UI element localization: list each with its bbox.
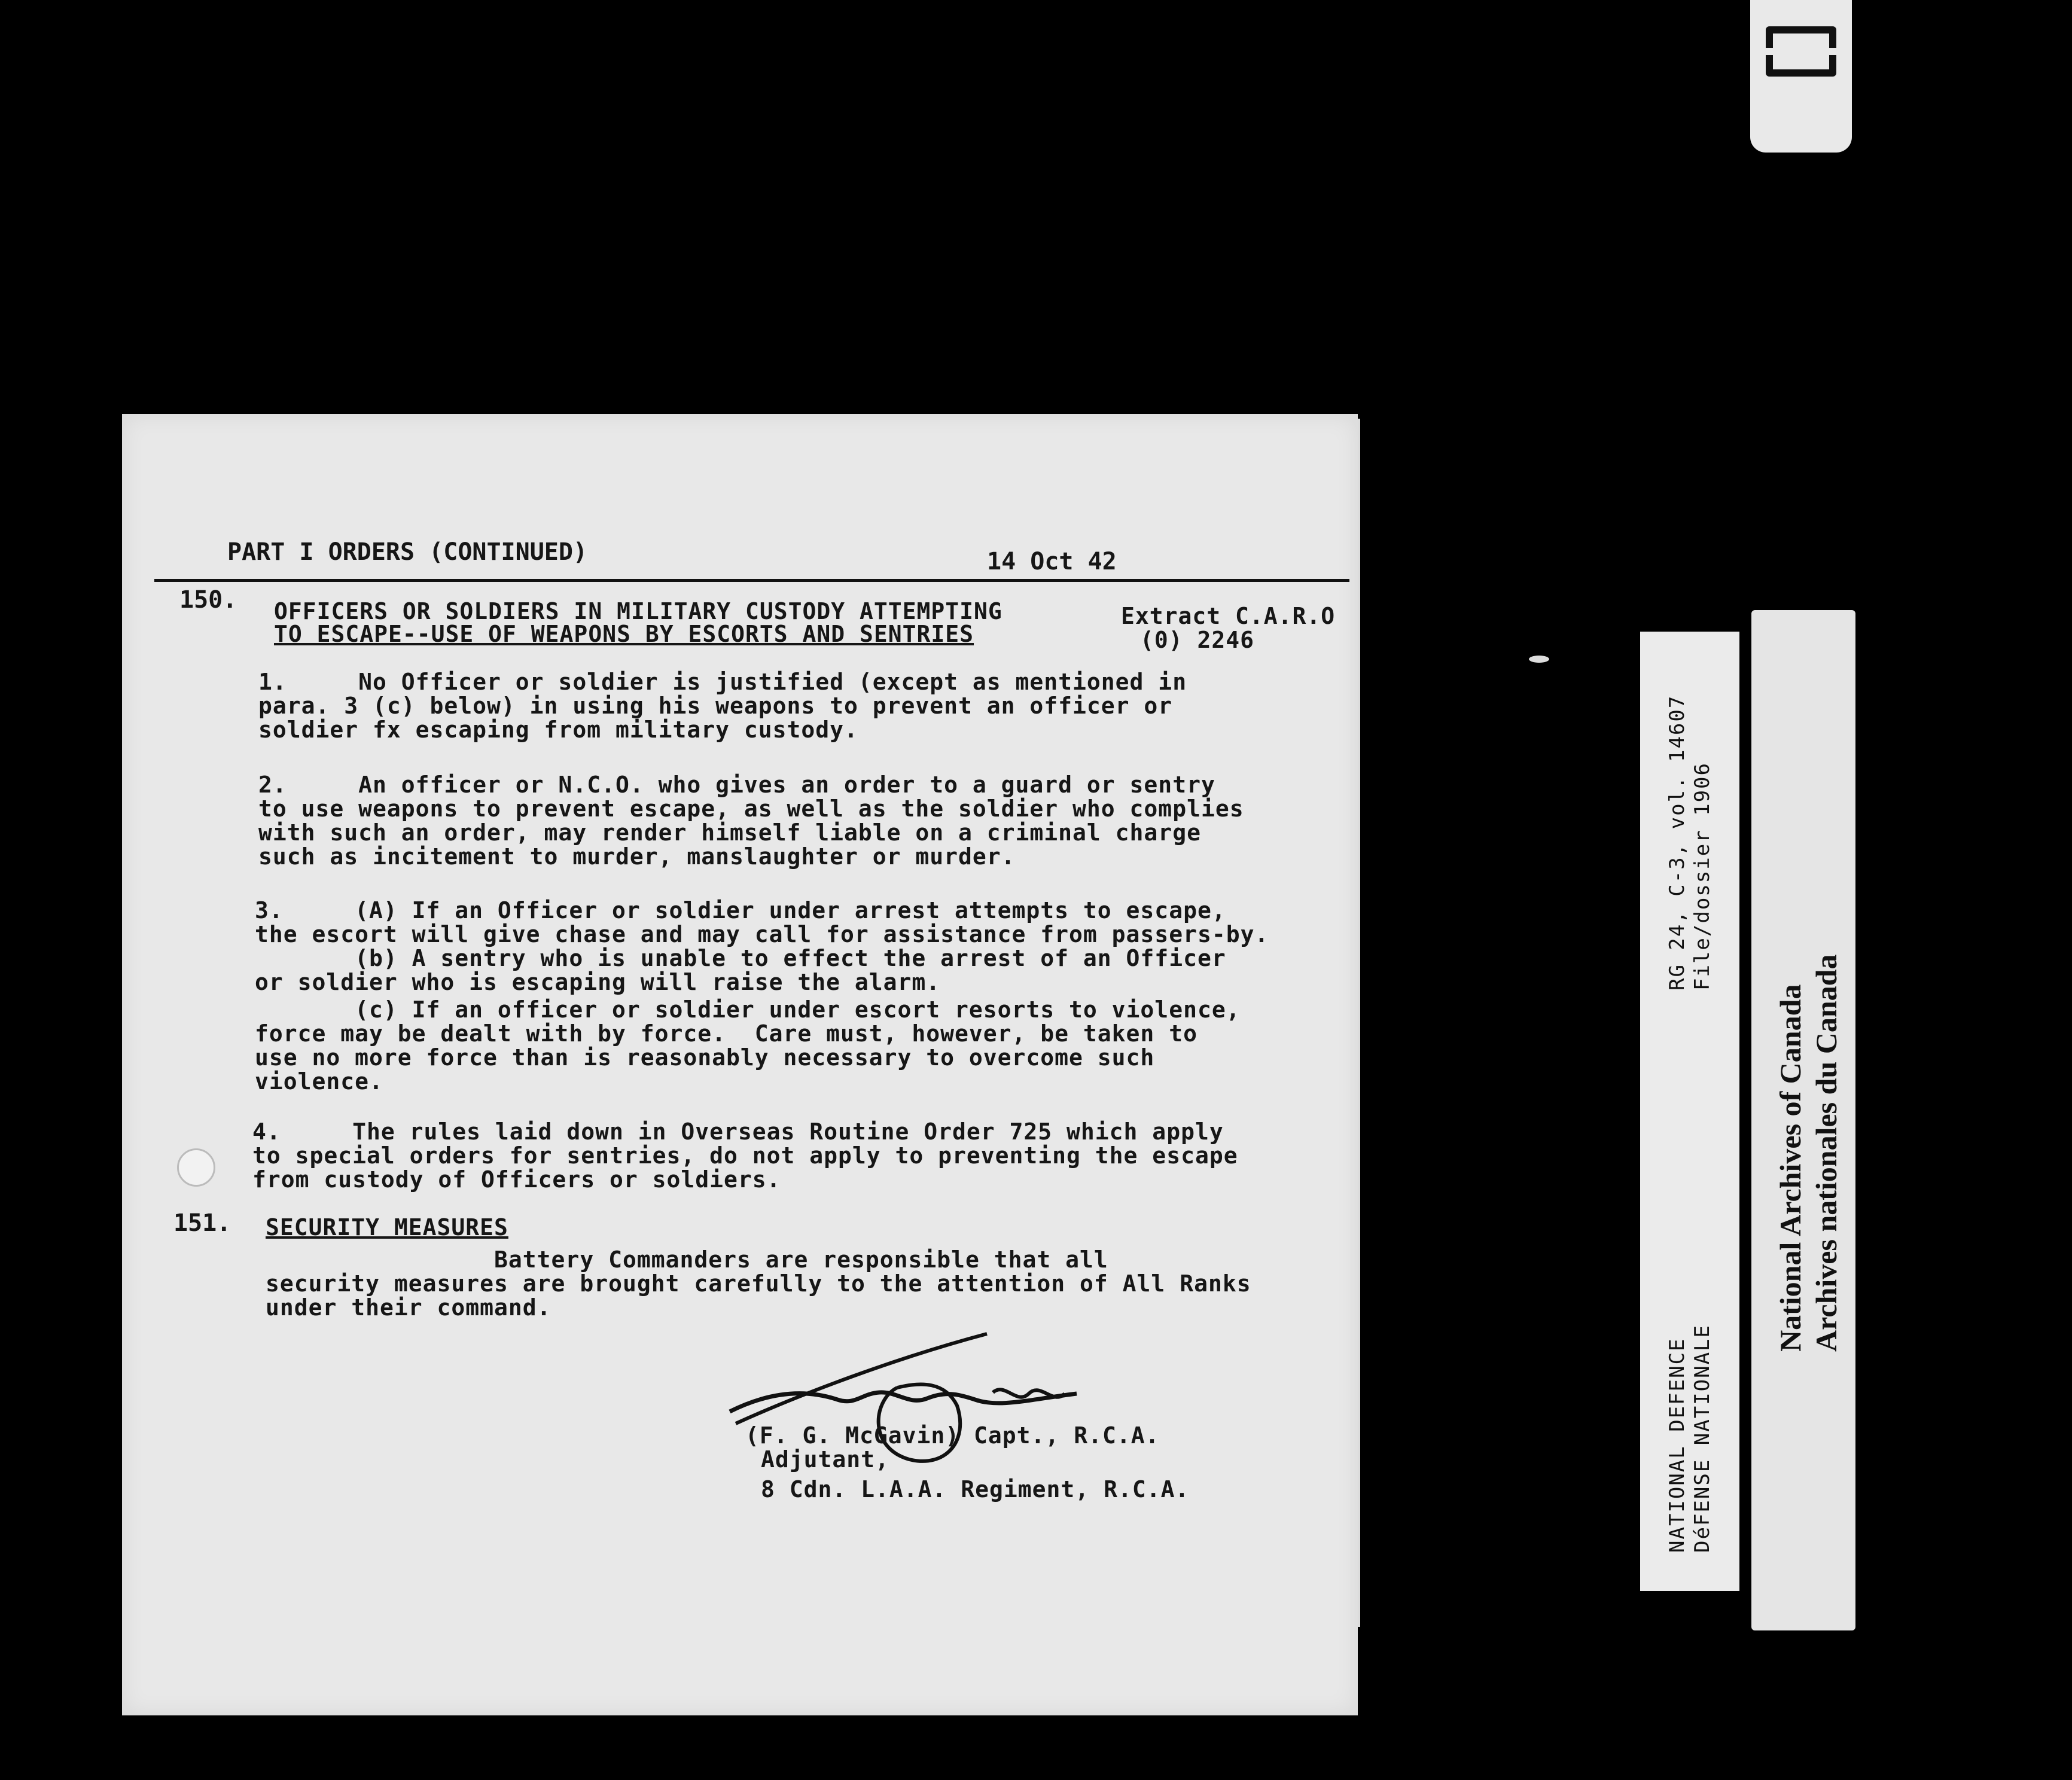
para-151-title: SECURITY MEASURES (266, 1214, 508, 1240)
signature-name: (F. G. McGavin) Capt., R.C.A. (745, 1422, 1160, 1449)
para-151-line3: under their command. (266, 1294, 551, 1321)
file-reference-line1: RG 24, C-3, vol. 14607 (1665, 694, 1689, 990)
para-150-number: 150. (179, 586, 237, 614)
signature-unit: 8 Cdn. L.A.A. Regiment, R.C.A. (761, 1476, 1190, 1502)
para-150-3-line6: force may be dealt with by force. Care must, however, be taken to (255, 1020, 1198, 1047)
para-150-2-line4: such as incitement to murder, manslaughter or murder. (258, 843, 1016, 870)
para-150-title-line2: TO ESCAPE--USE OF WEAPONS BY ESCORTS AND SENTRIES (274, 621, 974, 647)
header-part-orders: PART I ORDERS (CONTINUED) (227, 538, 588, 566)
para-151-number: 151. (173, 1209, 231, 1237)
header-date: 14 Oct 42 (987, 548, 1117, 575)
para-150-3-line3: (b) A sentry who is unable to effect the arrest of an Officer (255, 945, 1226, 971)
para-150-4-line3: from custody of Officers or soldiers. (252, 1166, 781, 1193)
file-reference-line2: File/dossier 1906 (1690, 762, 1714, 990)
para-150-3-line2: the escort will give chase and may call for assistance from passers-by. (255, 921, 1269, 947)
para-150-4-line1: 4. The rules laid down in Overseas Routine Order 725 which apply (252, 1118, 1224, 1145)
para-150-2-line2: to use weapons to prevent escape, as well as the soldier who complies (258, 795, 1244, 822)
para-150-3-line5: (c) If an officer or soldier under escort resorts to violence, (255, 996, 1241, 1023)
para-150-1-line2: para. 3 (c) below) in using his weapons to prevent an officer or (258, 693, 1173, 719)
para-150-3-line7: use no more force than is reasonably necessary to overcome such (255, 1044, 1155, 1071)
para-151-line2: security measures are brought carefully to the attention of All Ranks (266, 1270, 1251, 1297)
para-150-1-line3: soldier fx escaping from military custody. (258, 717, 858, 743)
punch-hole (177, 1148, 215, 1187)
para-151-line1: Battery Commanders are responsible that all (266, 1246, 1108, 1273)
signature-title: Adjutant, (761, 1446, 889, 1473)
para-150-1-line1: 1. No Officer or soldier is justified (except as mentioned in (258, 669, 1187, 695)
archives-name-en: National Archives of Canada (1774, 984, 1807, 1352)
para-150-2-line1: 2. An officer or N.C.O. who gives an order to a guard or sentry (258, 772, 1215, 798)
para-150-3-line4: or soldier who is escaping will raise the alarm. (255, 969, 941, 995)
archive-file-label (1640, 632, 1739, 1591)
national-archives-label (1751, 610, 1855, 1630)
frame-number-tab (1750, 0, 1852, 153)
department-fr: DéFENSE NATIONALE (1690, 1324, 1714, 1553)
header-rule (154, 579, 1349, 582)
frame-digit-icon (1766, 26, 1836, 77)
para-150-2-line3: with such an order, may render himself liable on a criminal charge (258, 819, 1201, 846)
para-150-4-line2: to special orders for sentries, do not apply to preventing the escape (252, 1142, 1238, 1169)
para-150-3-line1: 3. (A) If an Officer or soldier under arrest attempts to escape, (255, 897, 1226, 923)
film-speck (1529, 656, 1549, 663)
department-en: NATIONAL DEFENCE (1665, 1337, 1689, 1553)
extract-ref-line2: (0) 2246 (1140, 627, 1255, 653)
para-150-3-line8: violence. (255, 1068, 383, 1095)
archives-name-fr: Archives nationales du Canada (1809, 954, 1843, 1352)
para-150-title-line1: OFFICERS OR SOLDIERS IN MILITARY CUSTODY ATTEMPTING (274, 598, 1003, 624)
extract-ref-line1: Extract C.A.R.O (1121, 603, 1336, 629)
